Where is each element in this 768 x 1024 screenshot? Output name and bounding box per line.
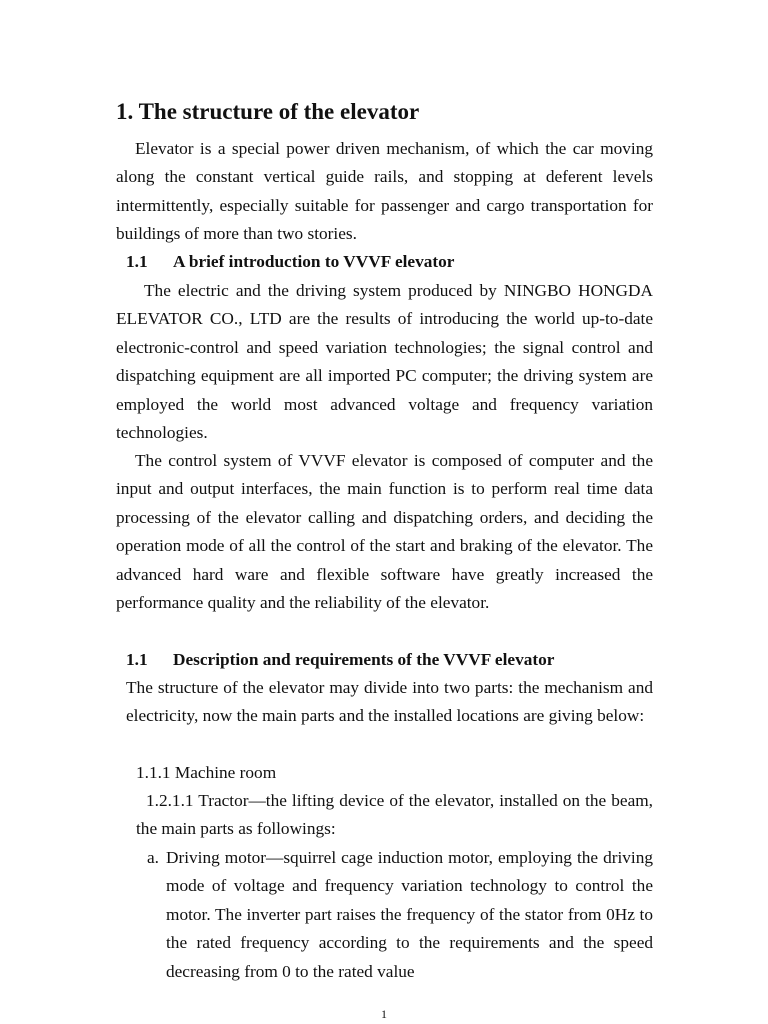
section-heading-text: Description and requirements of the VVVF elevator [173,650,555,669]
introduction-paragraph-1: The electric and the driving system produced by NINGBO HONGDA ELEVATOR CO., LTD are the results of introducing the world up-to-date electronic-control and speed variation technologies; the signal control and dispatching equipment are all imported PC computer; the driving system are employed the world most advanced voltage and frequency variation technologies. [116,281,653,443]
page-number: 1 [381,1007,387,1021]
section-heading-introduction [126,248,454,276]
list-item-driving-motor [147,844,653,986]
list-marker: a. [147,848,159,867]
document-title: 1. The structure of the elevator [116,99,420,124]
subsection-machine-room: 1.1.1 Machine room [136,763,277,782]
section-heading-text: A brief introduction to VVVF elevator [173,252,455,271]
list-item-text: Driving motor—squirrel cage induction motor, employing the driving mode of voltage and frequency variation technology to control the motor. The inverter part raises the frequency of the stator from 0Hz to the rated frequency according to the requirements and the speed decreasing from 0 to the rated value [166,848,653,981]
requirements-paragraph: The structure of the elevator may divide into two parts: the mechanism and electricity, now the main parts and the installed locations are giving below: [126,678,653,726]
subsection-tractor: 1.2.1.1 Tractor—the lifting device of the elevator, installed on the beam, the main parts as followings: [136,791,653,839]
introduction-paragraph-2: The control system of VVVF elevator is composed of computer and the input and output interfaces, the main function is to perform real time data processing of the elevator calling and dispatching orders, and deciding the operation mode of all the control of the start and braking of the elevator. The advanced hard ware and flexible software have greatly increased the performance quality and the reliability of the elevator. [116,451,653,613]
intro-paragraph: Elevator is a special power driven mechanism, of which the car moving along the constant vertical guide rails, and stopping at deferent levels intermittently, especially suitable for passenger and cargo transportation for buildings of more than two stories. [116,139,653,244]
section-number: 1.1 [126,252,148,271]
section-heading-requirements [126,646,554,674]
section-number: 1.1 [126,650,148,669]
